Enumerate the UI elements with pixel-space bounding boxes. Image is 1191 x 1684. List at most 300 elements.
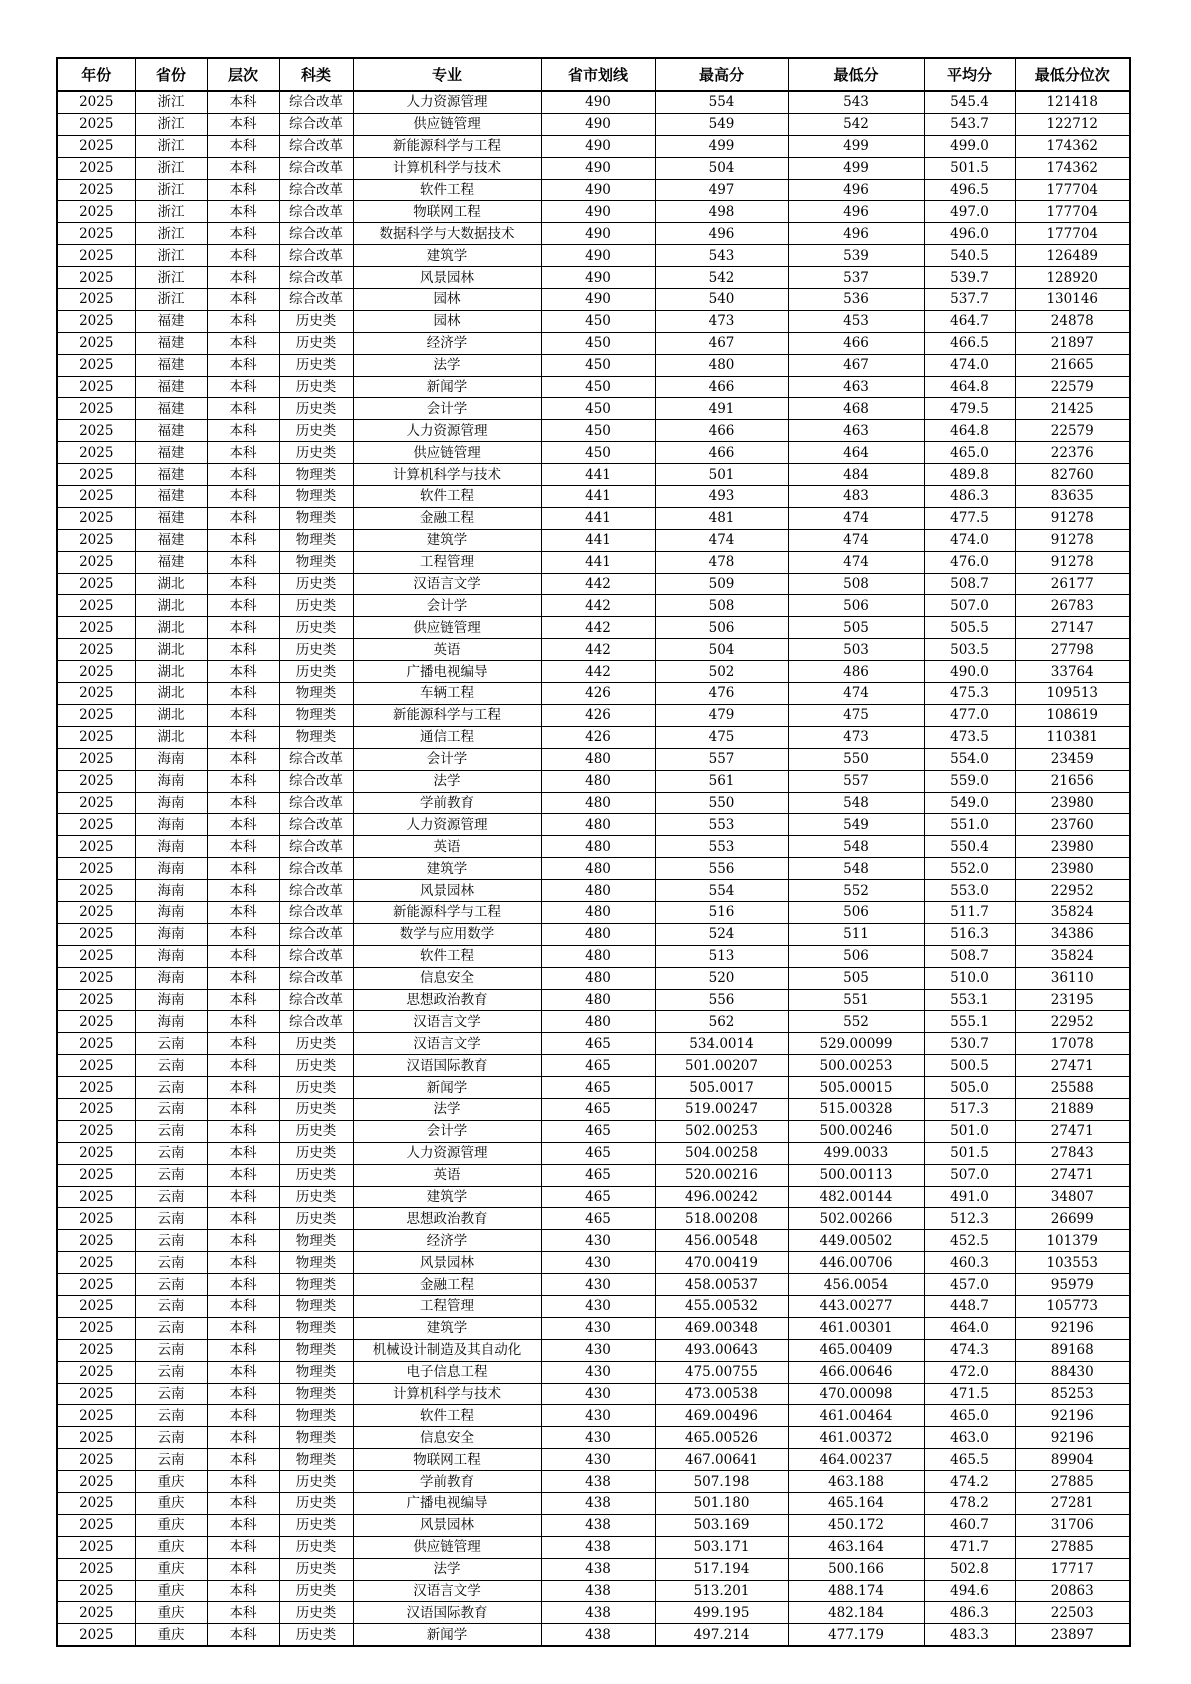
cell-province: 湖北 bbox=[135, 683, 207, 705]
cell-province: 云南 bbox=[135, 1252, 207, 1274]
cell-avg-score: 512.3 bbox=[924, 1208, 1015, 1230]
cell-cutoff: 438 bbox=[541, 1471, 655, 1493]
cell-cutoff: 426 bbox=[541, 726, 655, 748]
cell-year: 2025 bbox=[57, 551, 135, 573]
cell-category: 物理类 bbox=[279, 704, 353, 726]
cell-major: 会计学 bbox=[353, 595, 541, 617]
cell-category: 历史类 bbox=[279, 1142, 353, 1164]
cell-avg-score: 474.2 bbox=[924, 1471, 1015, 1493]
cell-max-score: 496 bbox=[655, 223, 788, 245]
cell-min-score: 508 bbox=[788, 573, 924, 595]
cell-min-score: 463 bbox=[788, 420, 924, 442]
table-row bbox=[57, 1427, 1130, 1449]
cell-level: 本科 bbox=[207, 967, 279, 989]
cell-major: 会计学 bbox=[353, 398, 541, 420]
cell-min-score: 461.00372 bbox=[788, 1427, 924, 1449]
cell-level: 本科 bbox=[207, 1317, 279, 1339]
cell-min-score: 502.00266 bbox=[788, 1208, 924, 1230]
cell-level: 本科 bbox=[207, 310, 279, 332]
cell-min-score: 550 bbox=[788, 748, 924, 770]
cell-cutoff: 490 bbox=[541, 157, 655, 179]
cell-min-rank: 23980 bbox=[1015, 858, 1130, 880]
cell-avg-score: 549.0 bbox=[924, 792, 1015, 814]
cell-province: 海南 bbox=[135, 945, 207, 967]
cell-min-rank: 21656 bbox=[1015, 770, 1130, 792]
cell-avg-score: 494.6 bbox=[924, 1580, 1015, 1602]
cell-major: 广播电视编导 bbox=[353, 661, 541, 683]
cell-min-rank: 23459 bbox=[1015, 748, 1130, 770]
cell-province: 浙江 bbox=[135, 157, 207, 179]
cell-province: 海南 bbox=[135, 1011, 207, 1033]
cell-province: 云南 bbox=[135, 1405, 207, 1427]
cell-cutoff: 430 bbox=[541, 1230, 655, 1252]
cell-min-score: 474 bbox=[788, 551, 924, 573]
cell-max-score: 503.169 bbox=[655, 1514, 788, 1536]
cell-level: 本科 bbox=[207, 792, 279, 814]
cell-level: 本科 bbox=[207, 289, 279, 311]
cell-year: 2025 bbox=[57, 464, 135, 486]
cell-level: 本科 bbox=[207, 1602, 279, 1624]
cell-min-rank: 24878 bbox=[1015, 310, 1130, 332]
cell-major: 法学 bbox=[353, 1098, 541, 1120]
header-row bbox=[57, 58, 1130, 91]
cell-min-score: 515.00328 bbox=[788, 1098, 924, 1120]
cell-category: 综合改革 bbox=[279, 923, 353, 945]
cell-category: 综合改革 bbox=[279, 1011, 353, 1033]
cell-avg-score: 465.0 bbox=[924, 442, 1015, 464]
cell-major: 汉语言文学 bbox=[353, 1580, 541, 1602]
cell-major: 会计学 bbox=[353, 1120, 541, 1142]
table-row bbox=[57, 573, 1130, 595]
cell-avg-score: 486.3 bbox=[924, 1602, 1015, 1624]
cell-category: 物理类 bbox=[279, 1230, 353, 1252]
cell-avg-score: 474.0 bbox=[924, 529, 1015, 551]
cell-avg-score: 511.7 bbox=[924, 901, 1015, 923]
cell-province: 云南 bbox=[135, 1449, 207, 1471]
table-row bbox=[57, 420, 1130, 442]
cell-avg-score: 473.5 bbox=[924, 726, 1015, 748]
cell-min-rank: 91278 bbox=[1015, 507, 1130, 529]
cell-min-score: 548 bbox=[788, 858, 924, 880]
cell-max-score: 493.00643 bbox=[655, 1339, 788, 1361]
cell-level: 本科 bbox=[207, 748, 279, 770]
cell-avg-score: 472.0 bbox=[924, 1361, 1015, 1383]
table-row bbox=[57, 1295, 1130, 1317]
cell-min-rank: 36110 bbox=[1015, 967, 1130, 989]
cell-category: 综合改革 bbox=[279, 245, 353, 267]
cell-cutoff: 438 bbox=[541, 1514, 655, 1536]
cell-province: 浙江 bbox=[135, 135, 207, 157]
cell-province: 重庆 bbox=[135, 1514, 207, 1536]
table-row bbox=[57, 1033, 1130, 1055]
cell-avg-score: 543.7 bbox=[924, 113, 1015, 135]
cell-avg-score: 466.5 bbox=[924, 332, 1015, 354]
cell-category: 物理类 bbox=[279, 529, 353, 551]
cell-max-score: 553 bbox=[655, 814, 788, 836]
cell-province: 云南 bbox=[135, 1033, 207, 1055]
cell-max-score: 549 bbox=[655, 113, 788, 135]
cell-category: 历史类 bbox=[279, 1120, 353, 1142]
cell-major: 软件工程 bbox=[353, 945, 541, 967]
cell-max-score: 497 bbox=[655, 179, 788, 201]
cell-year: 2025 bbox=[57, 420, 135, 442]
cell-major: 会计学 bbox=[353, 748, 541, 770]
header-level: 层次 bbox=[207, 58, 279, 91]
cell-category: 综合改革 bbox=[279, 91, 353, 113]
cell-min-rank: 34807 bbox=[1015, 1186, 1130, 1208]
cell-min-score: 464 bbox=[788, 442, 924, 464]
cell-min-score: 475 bbox=[788, 704, 924, 726]
cell-level: 本科 bbox=[207, 551, 279, 573]
cell-year: 2025 bbox=[57, 267, 135, 289]
cell-year: 2025 bbox=[57, 661, 135, 683]
cell-min-score: 529.00099 bbox=[788, 1033, 924, 1055]
cell-avg-score: 464.8 bbox=[924, 376, 1015, 398]
cell-min-rank: 101379 bbox=[1015, 1230, 1130, 1252]
cell-min-rank: 95979 bbox=[1015, 1274, 1130, 1296]
table-row bbox=[57, 1580, 1130, 1602]
cell-province: 浙江 bbox=[135, 113, 207, 135]
cell-level: 本科 bbox=[207, 595, 279, 617]
cell-max-score: 465.00526 bbox=[655, 1427, 788, 1449]
table-row bbox=[57, 1164, 1130, 1186]
cell-min-score: 474 bbox=[788, 529, 924, 551]
cell-avg-score: 479.5 bbox=[924, 398, 1015, 420]
cell-category: 历史类 bbox=[279, 661, 353, 683]
cell-avg-score: 452.5 bbox=[924, 1230, 1015, 1252]
cell-avg-score: 496.5 bbox=[924, 179, 1015, 201]
cell-year: 2025 bbox=[57, 792, 135, 814]
cell-category: 历史类 bbox=[279, 1033, 353, 1055]
cell-level: 本科 bbox=[207, 1230, 279, 1252]
cell-avg-score: 517.3 bbox=[924, 1098, 1015, 1120]
cell-major: 数学与应用数学 bbox=[353, 923, 541, 945]
cell-min-score: 463.188 bbox=[788, 1471, 924, 1493]
cell-category: 历史类 bbox=[279, 1536, 353, 1558]
cell-min-score: 496 bbox=[788, 201, 924, 223]
cell-max-score: 509 bbox=[655, 573, 788, 595]
cell-max-score: 501 bbox=[655, 464, 788, 486]
cell-cutoff: 441 bbox=[541, 551, 655, 573]
cell-year: 2025 bbox=[57, 923, 135, 945]
table-row bbox=[57, 113, 1130, 135]
cell-min-score: 505 bbox=[788, 617, 924, 639]
header-year: 年份 bbox=[57, 58, 135, 91]
cell-province: 湖北 bbox=[135, 573, 207, 595]
cell-cutoff: 430 bbox=[541, 1383, 655, 1405]
cell-avg-score: 464.8 bbox=[924, 420, 1015, 442]
cell-year: 2025 bbox=[57, 1077, 135, 1099]
cell-year: 2025 bbox=[57, 1514, 135, 1536]
cell-province: 福建 bbox=[135, 442, 207, 464]
cell-min-rank: 174362 bbox=[1015, 135, 1130, 157]
table-row bbox=[57, 507, 1130, 529]
cell-category: 历史类 bbox=[279, 1055, 353, 1077]
cell-category: 历史类 bbox=[279, 639, 353, 661]
table-row bbox=[57, 1361, 1130, 1383]
table-row bbox=[57, 1230, 1130, 1252]
cell-major: 汉语国际教育 bbox=[353, 1055, 541, 1077]
cell-level: 本科 bbox=[207, 1580, 279, 1602]
cell-province: 重庆 bbox=[135, 1471, 207, 1493]
table-row bbox=[57, 1405, 1130, 1427]
cell-cutoff: 430 bbox=[541, 1295, 655, 1317]
cell-category: 历史类 bbox=[279, 1164, 353, 1186]
cell-category: 历史类 bbox=[279, 617, 353, 639]
cell-level: 本科 bbox=[207, 1427, 279, 1449]
cell-max-score: 519.00247 bbox=[655, 1098, 788, 1120]
cell-year: 2025 bbox=[57, 748, 135, 770]
cell-major: 英语 bbox=[353, 639, 541, 661]
cell-level: 本科 bbox=[207, 245, 279, 267]
cell-min-score: 505.00015 bbox=[788, 1077, 924, 1099]
cell-avg-score: 508.7 bbox=[924, 945, 1015, 967]
cell-level: 本科 bbox=[207, 1361, 279, 1383]
cell-level: 本科 bbox=[207, 726, 279, 748]
cell-max-score: 498 bbox=[655, 201, 788, 223]
cell-avg-score: 489.8 bbox=[924, 464, 1015, 486]
cell-min-score: 461.00301 bbox=[788, 1317, 924, 1339]
cell-major: 风景园林 bbox=[353, 1252, 541, 1274]
cell-avg-score: 448.7 bbox=[924, 1295, 1015, 1317]
cell-cutoff: 490 bbox=[541, 223, 655, 245]
cell-year: 2025 bbox=[57, 1471, 135, 1493]
cell-level: 本科 bbox=[207, 179, 279, 201]
cell-min-score: 543 bbox=[788, 91, 924, 113]
cell-cutoff: 450 bbox=[541, 420, 655, 442]
cell-year: 2025 bbox=[57, 683, 135, 705]
cell-min-score: 557 bbox=[788, 770, 924, 792]
cell-avg-score: 505.0 bbox=[924, 1077, 1015, 1099]
table-row bbox=[57, 1514, 1130, 1536]
table-row bbox=[57, 376, 1130, 398]
cell-year: 2025 bbox=[57, 1317, 135, 1339]
cell-province: 浙江 bbox=[135, 267, 207, 289]
cell-min-score: 464.00237 bbox=[788, 1449, 924, 1471]
cell-major: 风景园林 bbox=[353, 880, 541, 902]
cell-min-score: 474 bbox=[788, 683, 924, 705]
table-row bbox=[57, 1252, 1130, 1274]
cell-min-rank: 17717 bbox=[1015, 1558, 1130, 1580]
cell-max-score: 473.00538 bbox=[655, 1383, 788, 1405]
cell-min-score: 486 bbox=[788, 661, 924, 683]
cell-max-score: 556 bbox=[655, 858, 788, 880]
cell-province: 福建 bbox=[135, 376, 207, 398]
table-row bbox=[57, 1471, 1130, 1493]
cell-major: 信息安全 bbox=[353, 967, 541, 989]
cell-level: 本科 bbox=[207, 1098, 279, 1120]
cell-cutoff: 438 bbox=[541, 1580, 655, 1602]
cell-major: 风景园林 bbox=[353, 267, 541, 289]
cell-major: 汉语言文学 bbox=[353, 573, 541, 595]
cell-min-rank: 130146 bbox=[1015, 289, 1130, 311]
table-row bbox=[57, 1493, 1130, 1515]
cell-min-rank: 105773 bbox=[1015, 1295, 1130, 1317]
cell-category: 综合改革 bbox=[279, 267, 353, 289]
cell-level: 本科 bbox=[207, 442, 279, 464]
cell-province: 重庆 bbox=[135, 1493, 207, 1515]
cell-category: 物理类 bbox=[279, 1449, 353, 1471]
cell-province: 云南 bbox=[135, 1230, 207, 1252]
cell-max-score: 496.00242 bbox=[655, 1186, 788, 1208]
cell-min-score: 477.179 bbox=[788, 1624, 924, 1646]
cell-year: 2025 bbox=[57, 201, 135, 223]
cell-min-score: 500.00246 bbox=[788, 1120, 924, 1142]
cell-cutoff: 465 bbox=[541, 1120, 655, 1142]
cell-province: 海南 bbox=[135, 989, 207, 1011]
cell-province: 浙江 bbox=[135, 91, 207, 113]
cell-max-score: 513 bbox=[655, 945, 788, 967]
cell-max-score: 476 bbox=[655, 683, 788, 705]
cell-category: 综合改革 bbox=[279, 901, 353, 923]
cell-category: 综合改革 bbox=[279, 945, 353, 967]
cell-year: 2025 bbox=[57, 1098, 135, 1120]
cell-cutoff: 490 bbox=[541, 267, 655, 289]
cell-province: 福建 bbox=[135, 310, 207, 332]
cell-min-score: 449.00502 bbox=[788, 1230, 924, 1252]
cell-major: 建筑学 bbox=[353, 858, 541, 880]
table-row bbox=[57, 1317, 1130, 1339]
cell-min-score: 551 bbox=[788, 989, 924, 1011]
cell-year: 2025 bbox=[57, 1383, 135, 1405]
cell-avg-score: 537.7 bbox=[924, 289, 1015, 311]
cell-major: 思想政治教育 bbox=[353, 989, 541, 1011]
cell-cutoff: 490 bbox=[541, 201, 655, 223]
cell-major: 计算机科学与技术 bbox=[353, 157, 541, 179]
cell-category: 综合改革 bbox=[279, 858, 353, 880]
cell-avg-score: 507.0 bbox=[924, 1164, 1015, 1186]
cell-major: 法学 bbox=[353, 770, 541, 792]
cell-year: 2025 bbox=[57, 573, 135, 595]
cell-max-score: 516 bbox=[655, 901, 788, 923]
cell-min-score: 499 bbox=[788, 157, 924, 179]
cell-year: 2025 bbox=[57, 1624, 135, 1646]
cell-min-score: 488.174 bbox=[788, 1580, 924, 1602]
cell-min-rank: 26783 bbox=[1015, 595, 1130, 617]
cell-avg-score: 497.0 bbox=[924, 201, 1015, 223]
cell-level: 本科 bbox=[207, 945, 279, 967]
cell-province: 海南 bbox=[135, 748, 207, 770]
cell-year: 2025 bbox=[57, 1055, 135, 1077]
cell-min-rank: 85253 bbox=[1015, 1383, 1130, 1405]
cell-min-score: 499.0033 bbox=[788, 1142, 924, 1164]
cell-level: 本科 bbox=[207, 989, 279, 1011]
cell-min-score: 446.00706 bbox=[788, 1252, 924, 1274]
cell-year: 2025 bbox=[57, 1427, 135, 1449]
header-province: 省份 bbox=[135, 58, 207, 91]
cell-avg-score: 460.7 bbox=[924, 1514, 1015, 1536]
cell-avg-score: 457.0 bbox=[924, 1274, 1015, 1296]
cell-major: 英语 bbox=[353, 1164, 541, 1186]
cell-min-rank: 20863 bbox=[1015, 1580, 1130, 1602]
table-row bbox=[57, 1077, 1130, 1099]
cell-level: 本科 bbox=[207, 639, 279, 661]
cell-min-score: 548 bbox=[788, 836, 924, 858]
cell-year: 2025 bbox=[57, 639, 135, 661]
table-row bbox=[57, 858, 1130, 880]
cell-cutoff: 480 bbox=[541, 901, 655, 923]
cell-level: 本科 bbox=[207, 1558, 279, 1580]
cell-avg-score: 502.8 bbox=[924, 1558, 1015, 1580]
cell-cutoff: 490 bbox=[541, 91, 655, 113]
table-row bbox=[57, 748, 1130, 770]
cell-province: 海南 bbox=[135, 814, 207, 836]
cell-major: 人力资源管理 bbox=[353, 814, 541, 836]
table-row bbox=[57, 770, 1130, 792]
cell-avg-score: 476.0 bbox=[924, 551, 1015, 573]
table-row bbox=[57, 354, 1130, 376]
cell-major: 人力资源管理 bbox=[353, 1142, 541, 1164]
cell-level: 本科 bbox=[207, 1514, 279, 1536]
cell-major: 供应链管理 bbox=[353, 1536, 541, 1558]
cell-avg-score: 477.5 bbox=[924, 507, 1015, 529]
cell-category: 综合改革 bbox=[279, 748, 353, 770]
cell-level: 本科 bbox=[207, 1405, 279, 1427]
table-row bbox=[57, 1142, 1130, 1164]
cell-province: 福建 bbox=[135, 464, 207, 486]
cell-year: 2025 bbox=[57, 595, 135, 617]
cell-province: 云南 bbox=[135, 1274, 207, 1296]
cell-min-rank: 17078 bbox=[1015, 1033, 1130, 1055]
cell-province: 湖北 bbox=[135, 595, 207, 617]
cell-avg-score: 552.0 bbox=[924, 858, 1015, 880]
cell-category: 综合改革 bbox=[279, 814, 353, 836]
cell-year: 2025 bbox=[57, 1339, 135, 1361]
table-row bbox=[57, 617, 1130, 639]
cell-province: 福建 bbox=[135, 354, 207, 376]
cell-province: 云南 bbox=[135, 1055, 207, 1077]
table-row bbox=[57, 1055, 1130, 1077]
table-body bbox=[57, 91, 1130, 1646]
table-row bbox=[57, 1602, 1130, 1624]
cell-province: 海南 bbox=[135, 967, 207, 989]
table-row bbox=[57, 332, 1130, 354]
cell-year: 2025 bbox=[57, 179, 135, 201]
cell-max-score: 520.00216 bbox=[655, 1164, 788, 1186]
cell-province: 云南 bbox=[135, 1339, 207, 1361]
cell-level: 本科 bbox=[207, 398, 279, 420]
cell-avg-score: 474.3 bbox=[924, 1339, 1015, 1361]
cell-cutoff: 430 bbox=[541, 1405, 655, 1427]
cell-max-score: 497.214 bbox=[655, 1624, 788, 1646]
cell-year: 2025 bbox=[57, 1011, 135, 1033]
cell-min-score: 450.172 bbox=[788, 1514, 924, 1536]
cell-min-score: 503 bbox=[788, 639, 924, 661]
cell-year: 2025 bbox=[57, 1405, 135, 1427]
cell-category: 历史类 bbox=[279, 1208, 353, 1230]
cell-province: 海南 bbox=[135, 836, 207, 858]
cell-cutoff: 430 bbox=[541, 1449, 655, 1471]
cell-level: 本科 bbox=[207, 420, 279, 442]
cell-category: 历史类 bbox=[279, 442, 353, 464]
cell-category: 历史类 bbox=[279, 595, 353, 617]
cell-avg-score: 464.7 bbox=[924, 310, 1015, 332]
cell-category: 历史类 bbox=[279, 1514, 353, 1536]
cell-max-score: 543 bbox=[655, 245, 788, 267]
cell-year: 2025 bbox=[57, 376, 135, 398]
cell-major: 软件工程 bbox=[353, 1405, 541, 1427]
cell-category: 综合改革 bbox=[279, 135, 353, 157]
cell-category: 历史类 bbox=[279, 376, 353, 398]
cell-major: 人力资源管理 bbox=[353, 420, 541, 442]
cell-level: 本科 bbox=[207, 1033, 279, 1055]
cell-max-score: 550 bbox=[655, 792, 788, 814]
cell-province: 云南 bbox=[135, 1383, 207, 1405]
cell-level: 本科 bbox=[207, 223, 279, 245]
cell-cutoff: 441 bbox=[541, 529, 655, 551]
cell-min-rank: 121418 bbox=[1015, 91, 1130, 113]
cell-province: 云南 bbox=[135, 1361, 207, 1383]
